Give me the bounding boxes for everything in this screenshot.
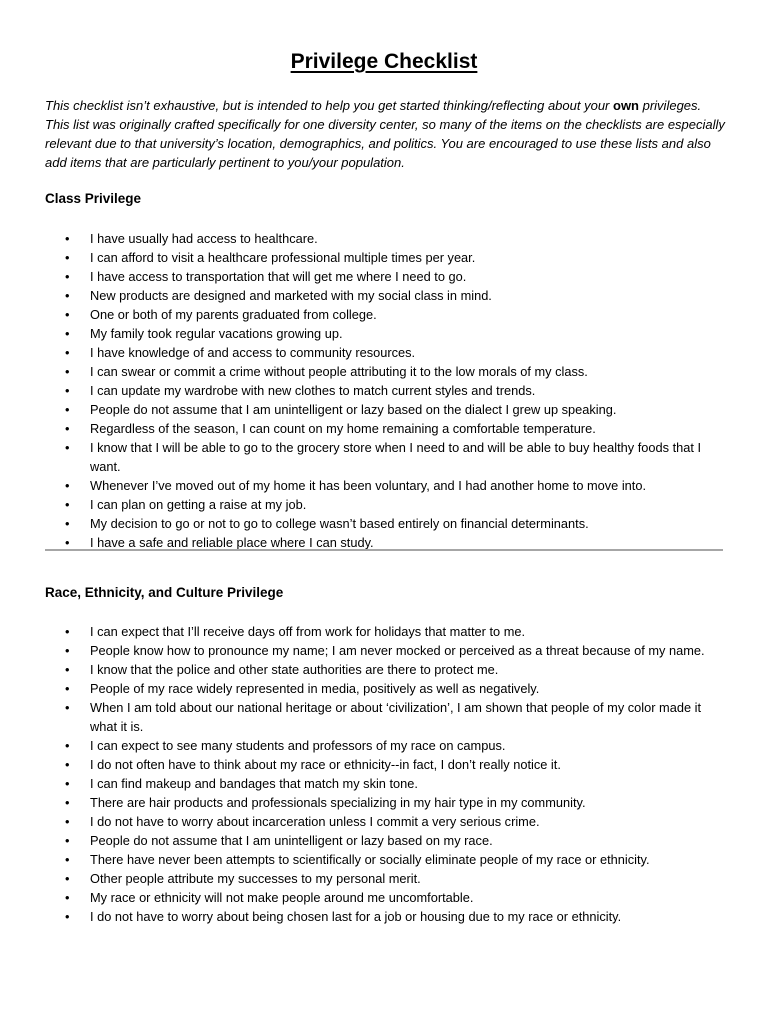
checklist-item: • Whenever I’ve moved out of my home it has been voluntary, and I had another home to move into.: [45, 476, 723, 495]
intro-paragraph: [45, 96, 725, 172]
intro-text-start: This checklist isn’t exhaustive, but is intended to help you get started thinking/reflecting about your: [45, 98, 613, 113]
checklist-item: • I can afford to visit a healthcare professional multiple times per year.: [45, 248, 723, 267]
checklist-item: • I have access to transportation that will get me where I need to go.: [45, 267, 723, 286]
checklist-item: • Other people attribute my successes to my personal merit.: [45, 869, 723, 888]
checklist-item: • I do not often have to think about my race or ethnicity--in fact, I don’t really notice it.: [45, 755, 723, 774]
checklist-item: • I have a safe and reliable place where I can study.: [45, 533, 723, 552]
intro-emphasis: own: [613, 98, 639, 113]
checklist-item: • I can swear or commit a crime without people attributing it to the low morals of my class.: [45, 362, 723, 381]
section-divider: [45, 549, 723, 551]
checklist-item: • There are hair products and professionals specializing in my hair type in my community.: [45, 793, 723, 812]
intro-text-end: privileges. This list was originally crafted specifically for one diversity center, so many of the items on the checklists are especially relevant due to that university’s location, demographics, and politics. You are encouraged to use these lists and also add items that are particularly pertinent to you/your population.: [45, 98, 725, 170]
checklist-item: • I can expect to see many students and professors of my race on campus.: [45, 736, 723, 755]
checklist-item: • People of my race widely represented in media, positively as well as negatively.: [45, 679, 723, 698]
checklist-item: • There have never been attempts to scientifically or socially eliminate people of my race or ethnicity.: [45, 850, 723, 869]
checklist-race-privilege: [45, 622, 723, 926]
page-title: Privilege Checklist: [290, 50, 478, 73]
checklist-item: • I have usually had access to healthcare.: [45, 229, 723, 248]
checklist-item: • I can find makeup and bandages that match my skin tone.: [45, 774, 723, 793]
section-heading-race-privilege: Race, Ethnicity, and Culture Privilege: [45, 585, 284, 600]
checklist-item: • People know how to pronounce my name; I am never mocked or perceived as a threat because of my name.: [45, 641, 723, 660]
checklist-item: • My race or ethnicity will not make people around me uncomfortable.: [45, 888, 723, 907]
checklist-item: • When I am told about our national heritage or about ‘civilization’, I am shown that people of my color made it what it is.: [45, 698, 723, 736]
checklist-item: • I do not have to worry about being chosen last for a job or housing due to my race or ethnicity.: [45, 907, 723, 926]
checklist-item: • I can update my wardrobe with new clothes to match current styles and trends.: [45, 381, 723, 400]
section-heading-class-privilege: Class Privilege: [45, 191, 142, 206]
checklist-item: • One or both of my parents graduated from college.: [45, 305, 723, 324]
checklist-item: • I know that I will be able to go to the grocery store when I need to and will be able to buy healthy foods that I want.: [45, 438, 723, 476]
checklist-item: • I have knowledge of and access to community resources.: [45, 343, 723, 362]
checklist-item: • People do not assume that I am unintelligent or lazy based on my race.: [45, 831, 723, 850]
checklist-item: • I know that the police and other state authorities are there to protect me.: [45, 660, 723, 679]
checklist-item: • I can plan on getting a raise at my job.: [45, 495, 723, 514]
checklist-class-privilege: [45, 229, 723, 552]
checklist-item: • I can expect that I’ll receive days off from work for holidays that matter to me.: [45, 622, 723, 641]
checklist-item: • My family took regular vacations growing up.: [45, 324, 723, 343]
checklist-item: • Regardless of the season, I can count on my home remaining a comfortable temperature.: [45, 419, 723, 438]
checklist-item: • I do not have to worry about incarceration unless I commit a very serious crime.: [45, 812, 723, 831]
checklist-item: • People do not assume that I am unintelligent or lazy based on the dialect I grew up speaking.: [45, 400, 723, 419]
checklist-item: • New products are designed and marketed with my social class in mind.: [45, 286, 723, 305]
checklist-item: • My decision to go or not to go to college wasn’t based entirely on financial determinants.: [45, 514, 723, 533]
